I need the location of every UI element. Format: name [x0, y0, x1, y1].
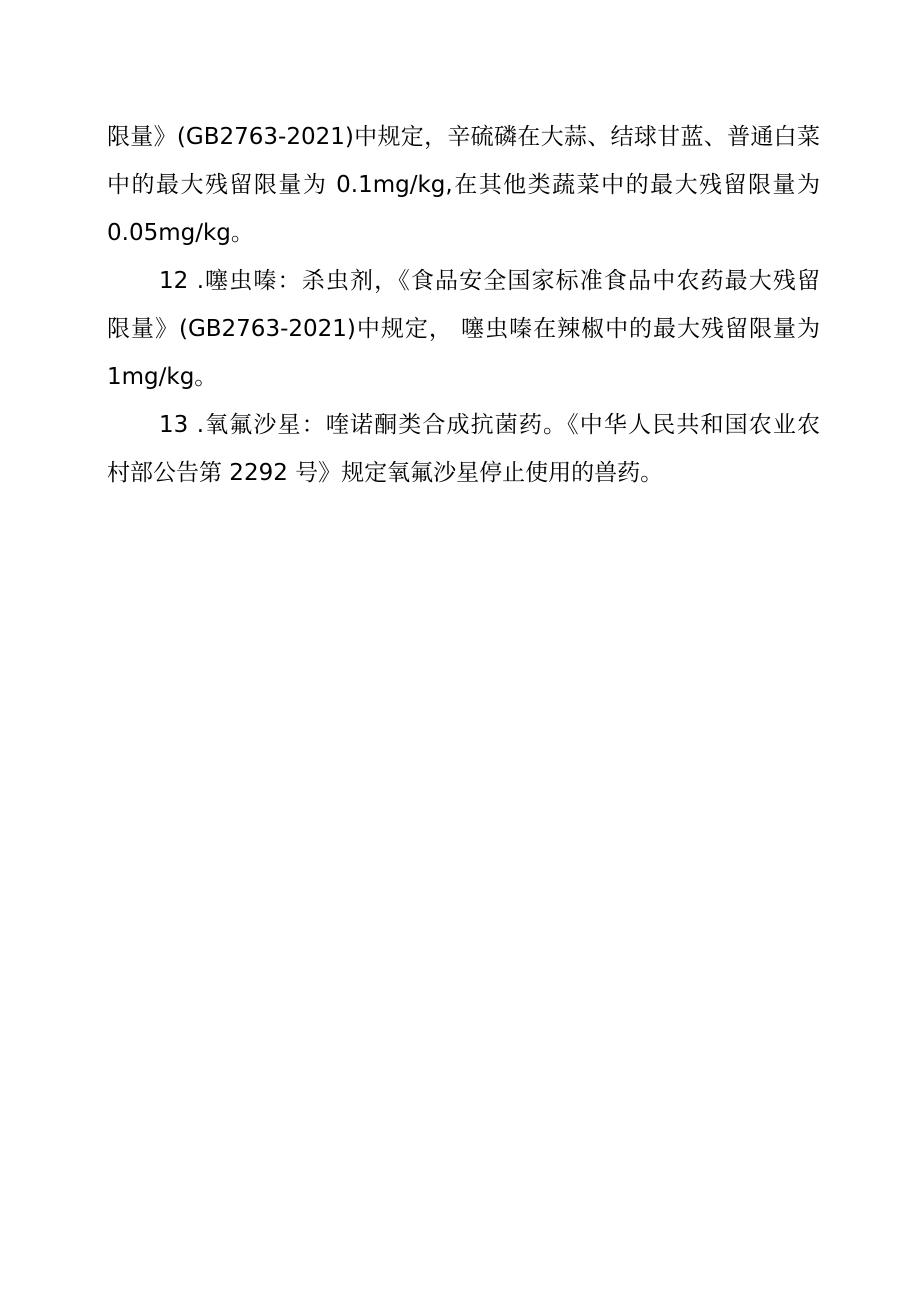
text-line: 13 .氧氟沙星：喹诺酮类合成抗菌药。《中华人民共和国农业农	[159, 412, 820, 438]
text-line: 村部公告第 2292 号》规定氧氟沙星停止使用的兽药。	[107, 460, 664, 486]
text-line: 0.05mg∕kg。	[107, 220, 254, 246]
document-body	[107, 113, 820, 497]
text-line: 限量》(GB2763-2021)中规定， 噻虫嗪在辣椒中的最大残留限量为	[107, 316, 820, 342]
paragraph-12-thiamethoxam	[107, 257, 820, 401]
paragraph-11-continued	[107, 113, 820, 257]
paragraph-13-ofloxacin	[107, 401, 820, 497]
text-line: 1mg∕kg。	[107, 364, 218, 390]
text-line: 中的最大残留限量为 0.1mg/kg,在其他类蔬菜中的最大残留限量为	[107, 172, 820, 198]
text-line: 限量》(GB2763-2021)中规定，辛硫磷在大蒜、结球甘蓝、普通白菜	[107, 124, 820, 150]
text-line: 12 .噻虫嗪：杀虫剂，《食品安全国家标准食品中农药最大残留	[159, 268, 820, 294]
